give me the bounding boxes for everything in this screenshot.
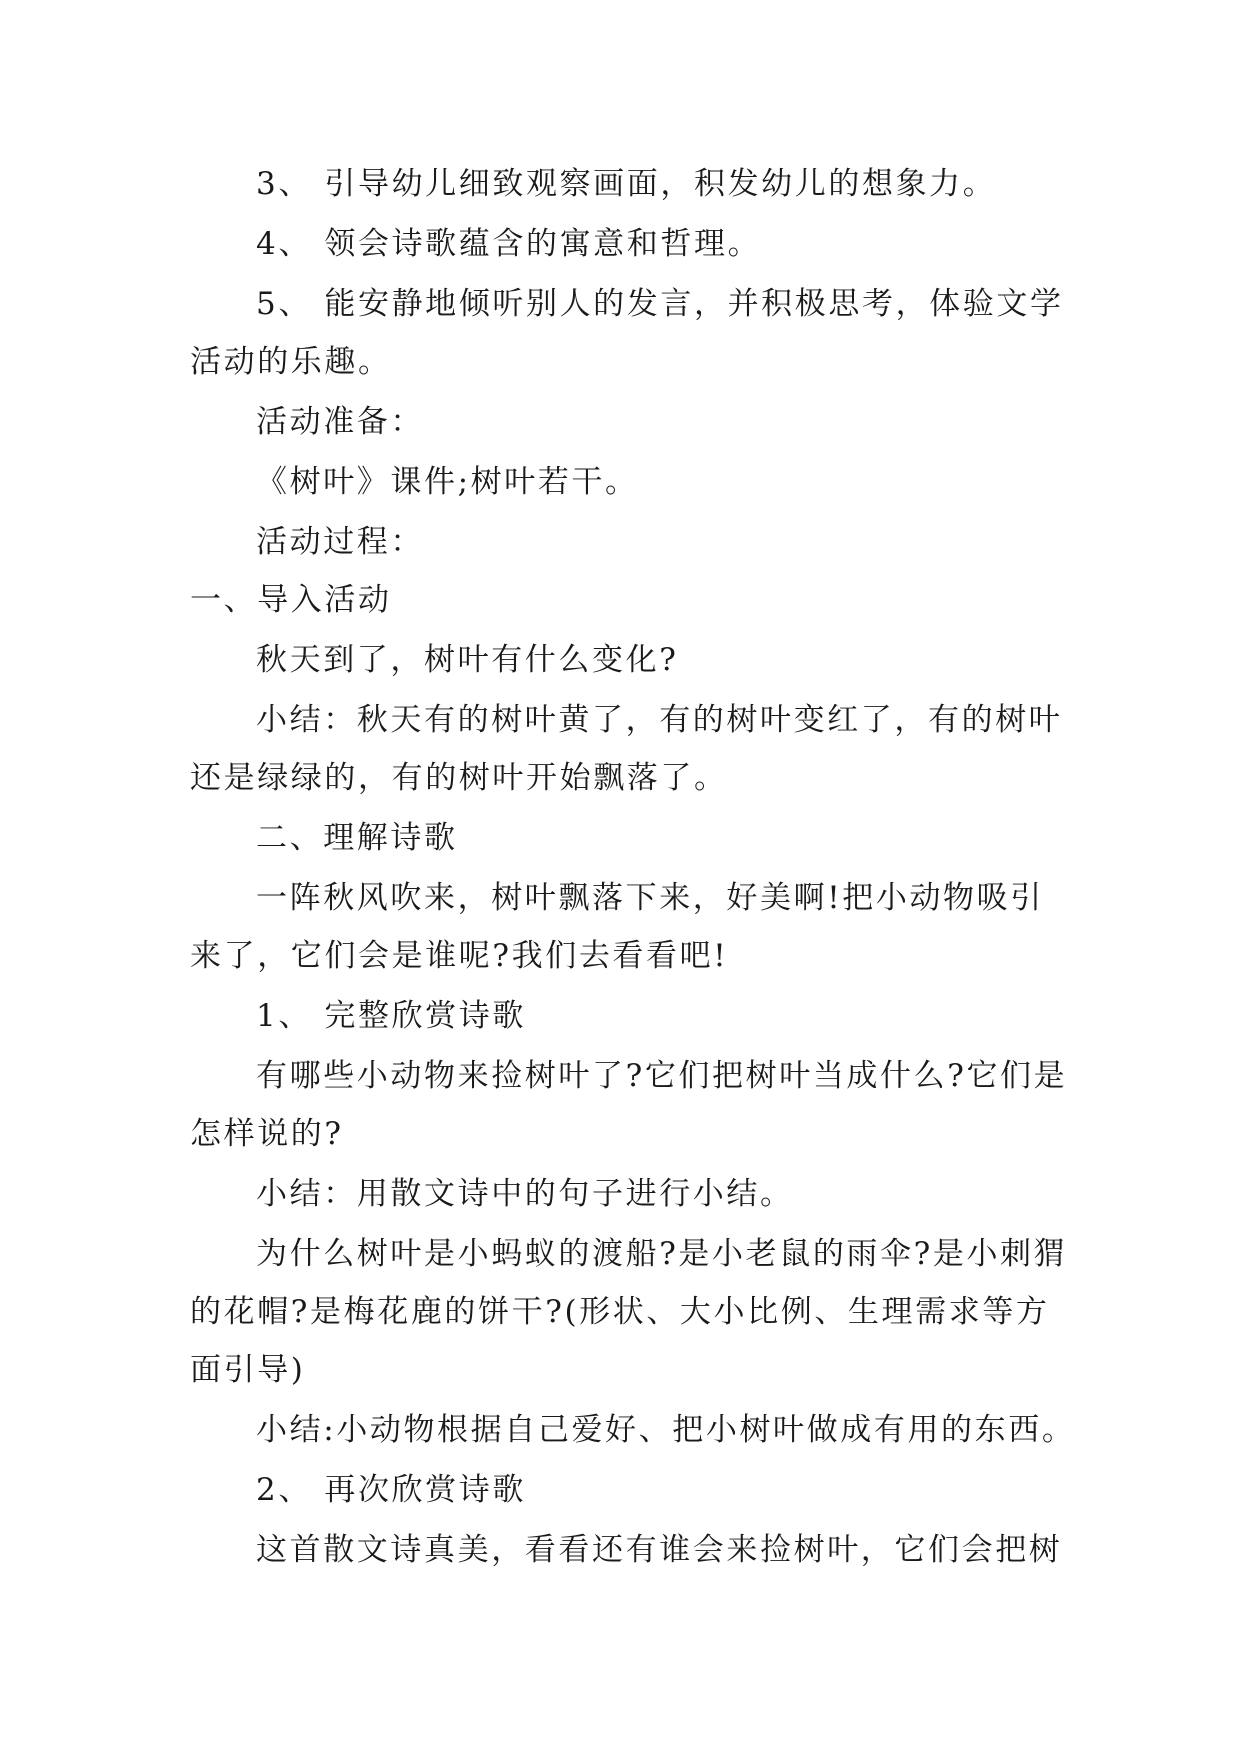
paragraph-line: 小结:小动物根据自己爱好、把小树叶做成有用的东西。: [256, 1412, 1076, 1448]
section-heading-intro: 一、导入活动: [190, 582, 392, 618]
section-heading-understand: 二、理解诗歌: [256, 820, 458, 856]
paragraph-line: 小结：秋天有的树叶黄了，有的树叶变红了，有的树叶: [256, 702, 1063, 738]
paragraph-line: 为什么树叶是小蚂蚁的渡船?是小老鼠的雨伞?是小刺猬: [256, 1236, 1068, 1272]
list-item-3: 3、 引导幼儿细致观察画面，积发幼儿的想象力。: [256, 166, 997, 202]
paragraph-line: 的花帽?是梅花鹿的饼干?(形状、大小比例、生理需求等方: [190, 1294, 1050, 1330]
paragraph-line: 活动的乐趣。: [190, 344, 392, 380]
subsection-heading-1: 1、 完整欣赏诗歌: [256, 998, 526, 1034]
paragraph-line: 一阵秋风吹来，树叶飘落下来，好美啊!把小动物吸引: [256, 880, 1044, 916]
section-heading-preparation: 活动准备：: [256, 404, 424, 440]
paragraph-line: 秋天到了，树叶有什么变化?: [256, 642, 679, 678]
paragraph-line: 面引导): [190, 1352, 306, 1388]
list-item-4: 4、 领会诗歌蕴含的寓意和哲理。: [256, 226, 762, 262]
paragraph-line: 来了，它们会是谁呢?我们去看看吧!: [190, 938, 729, 974]
paragraph-line: 还是绿绿的，有的树叶开始飘落了。: [190, 760, 728, 796]
subsection-heading-2: 2、 再次欣赏诗歌: [256, 1472, 526, 1508]
section-heading-process: 活动过程：: [256, 524, 424, 560]
paragraph-line: 怎样说的?: [190, 1116, 344, 1152]
list-item-5: 5、 能安静地倾听别人的发言，并积极思考，体验文学: [256, 286, 1064, 322]
paragraph-line: 《树叶》课件;树叶若干。: [256, 464, 639, 500]
paragraph-line: 有哪些小动物来捡树叶了?它们把树叶当成什么?它们是: [256, 1058, 1068, 1094]
paragraph-line: 这首散文诗真美，看看还有谁会来捡树叶，它们会把树: [256, 1532, 1063, 1568]
paragraph-line: 小结：用散文诗中的句子进行小结。: [256, 1176, 794, 1212]
